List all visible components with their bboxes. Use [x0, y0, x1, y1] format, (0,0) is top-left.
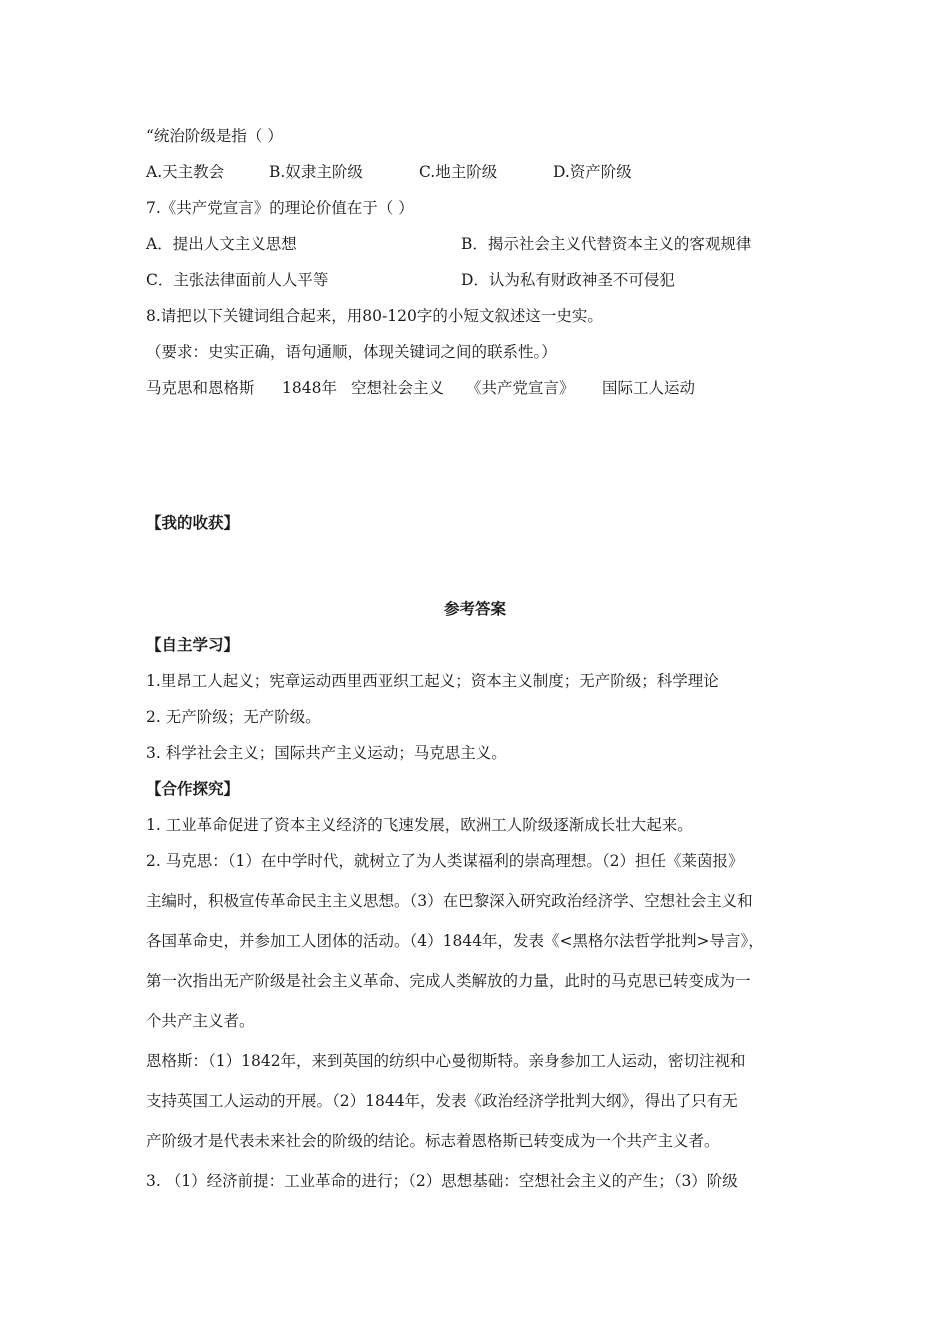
- coop-line: 各国革命史，并参加工人团体的活动。（4）1844年，发表《<黑格尔法哲学批判>导言》，: [146, 932, 764, 950]
- q8-requirements: （要求：史实正确，语句通顺，体现关键词之间的联系性。）: [146, 343, 557, 361]
- coop-line: 2. 马克思：（1）在中学时代，就树立了为人类谋福利的崇高理想。（2）担任《莱茵报》: [146, 852, 744, 870]
- self-study-answer-1: 1.里昂工人起义；宪章运动西里西亚织工起义；资本主义制度；无产阶级；科学理论: [146, 672, 719, 690]
- self-study-answer-2: 2. 无产阶级；无产阶级。: [146, 708, 321, 726]
- q7-option-a: A．提出人文主义思想: [146, 235, 297, 253]
- q6-option-d: D.资产阶级: [553, 163, 632, 181]
- q8-keyword: 《共产党宣言》: [466, 379, 575, 397]
- q8-keyword: 马克思和恩格斯: [146, 379, 255, 397]
- coop-line: 第一次指出无产阶级是社会主义革命、完成人类解放的力量，此时的马克思已转变成为一: [146, 972, 751, 990]
- coop-line: 产阶级才是代表未来社会的阶级的结论。标志着恩格斯已转变成为一个共产主义者。: [146, 1132, 720, 1150]
- coop-line: 3. （1）经济前提：工业革命的进行；（2）思想基础：空想社会主义的产生；（3）阶级: [146, 1172, 738, 1190]
- q8-stem: 8.请把以下关键词组合起来，用80-120字的小短文叙述这一史实。: [146, 307, 603, 325]
- q7-option-d: D．认为私有财政神圣不可侵犯: [461, 271, 675, 289]
- q7-stem: 7.《共产党宣言》的理论价值在于（ ）: [146, 199, 414, 217]
- answers-title: 参考答案: [443, 599, 506, 618]
- q7-option-b: B．揭示社会主义代替资本主义的客观规律: [461, 235, 752, 253]
- self-study-answer-3: 3. 科学社会主义；国际共产主义运动；马克思主义。: [146, 744, 507, 762]
- coop-line: 支持英国工人运动的开展。（2）1844年，发表《政治经济学批判大纲》，得出了只有无: [146, 1092, 738, 1110]
- coop-line: 1. 工业革命促进了资本主义经济的飞速发展，欧洲工人阶级逐渐成长壮大起来。: [146, 816, 693, 834]
- self-study-heading: 【自主学习】: [146, 635, 240, 654]
- harvest-heading: 【我的收获】: [146, 513, 240, 532]
- coop-line: 主编时，积极宣传革命民主主义思想。（3）在巴黎深入研究政治经济学、空想社会主义和: [146, 892, 753, 910]
- q6-option-b: B.奴隶主阶级: [269, 163, 363, 181]
- q6-stem: “统治阶级是指（ ）: [146, 127, 283, 145]
- q8-keyword: 空想社会主义: [351, 379, 445, 397]
- coop-line: 个共产主义者。: [146, 1012, 255, 1030]
- coop-heading: 【合作探究】: [146, 779, 240, 798]
- q7-option-c: C．主张法律面前人人平等: [146, 271, 329, 289]
- coop-line: 恩格斯：（1）1842年，来到英国的纺织中心曼彻斯特。亲身参加工人运动，密切注视和: [146, 1052, 746, 1070]
- q8-keyword: 国际工人运动: [602, 379, 696, 397]
- q6-option-a: A.天主教会: [146, 163, 225, 181]
- q6-option-c: C.地主阶级: [419, 163, 498, 181]
- q8-keyword: 1848年: [282, 379, 337, 397]
